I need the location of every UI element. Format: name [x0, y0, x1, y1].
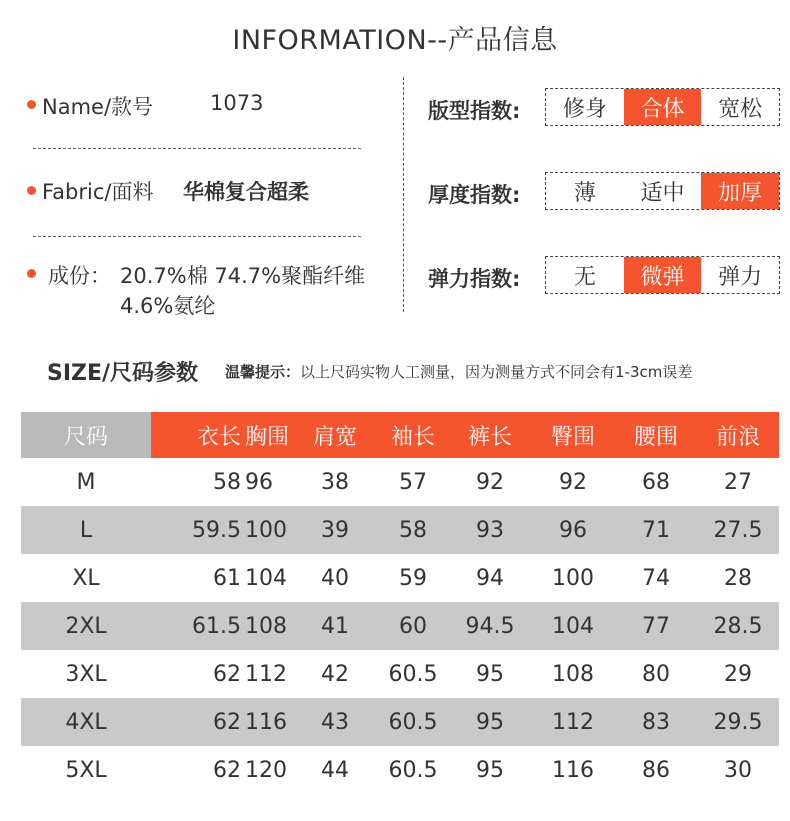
stretch-option-slight: 微弹 — [624, 257, 702, 293]
vertical-divider — [403, 77, 404, 312]
bullet-dot-icon — [27, 100, 36, 109]
measurement-cell: 44 — [321, 757, 349, 783]
measurement-cell: 60.5 — [388, 661, 438, 687]
measurement-cell: 95 — [476, 757, 504, 783]
measurement-cell: 27 — [724, 469, 752, 495]
measurement-cell: 68 — [642, 469, 670, 495]
measurement-cell: 77 — [615, 602, 697, 650]
measurement-cell: 100 — [245, 506, 293, 554]
composition-line2: 4.6%氨纶 — [120, 294, 216, 318]
measurement-cell: 28.5 — [697, 602, 779, 650]
measurement-cell: 62 — [213, 661, 241, 687]
measurement-cell: 100 — [552, 565, 594, 591]
size-cell: 2XL — [21, 602, 151, 650]
table-header-cell: 肩宽 — [293, 412, 377, 458]
divider — [33, 148, 361, 149]
composition-line1: 20.7%棉 74.7%聚酯纤维 — [120, 264, 366, 288]
size-cell: 4XL — [21, 698, 151, 746]
page-title: INFORMATION--产品信息 — [232, 25, 558, 56]
table-header-cell: 尺码 — [21, 412, 151, 458]
size-cell: 5XL — [65, 757, 107, 783]
measurement-cell: 60.5 — [377, 698, 449, 746]
measurement-cell: 57 — [399, 469, 427, 495]
measurement-cell: 94 — [476, 565, 504, 591]
fit-index-label: 版型指数: — [428, 99, 521, 123]
fit-option-regular: 合体 — [624, 89, 702, 125]
measurement-cell: 42 — [321, 661, 349, 687]
size-cell: XL — [72, 565, 100, 591]
measurement-cell: 59 — [399, 565, 427, 591]
table-row — [21, 602, 779, 650]
measurement-cell: 62 — [213, 757, 241, 783]
table-row — [21, 506, 779, 554]
thickness-index-scale — [545, 172, 780, 210]
composition-label: 成份： — [48, 264, 111, 288]
measurement-cell: 62 — [151, 698, 245, 746]
thickness-option-medium: 适中 — [640, 180, 685, 206]
measurement-cell: 29.5 — [697, 698, 779, 746]
table-header-cell: 腰围 — [615, 412, 697, 458]
size-cell: L — [21, 506, 151, 554]
table-row — [21, 746, 779, 794]
stretch-index-label: 弹力指数: — [428, 267, 521, 291]
thickness-index-label: 厚度指数: — [428, 183, 521, 207]
thickness-option-thin: 薄 — [573, 180, 596, 206]
measurement-cell: 71 — [615, 506, 697, 554]
stretch-option-none: 无 — [573, 264, 596, 290]
size-section-title: SIZE/尺码参数 — [47, 361, 199, 386]
size-table — [21, 412, 779, 794]
measurement-cell: 38 — [321, 469, 349, 495]
size-cell: M — [76, 469, 96, 495]
fit-option-loose: 宽松 — [718, 96, 763, 122]
measurement-cell: 80 — [642, 661, 670, 687]
measurement-cell: 83 — [615, 698, 697, 746]
measurement-cell: 112 — [245, 661, 287, 687]
measurement-cell: 112 — [531, 698, 615, 746]
table-header-cell: 袖长 — [377, 412, 449, 458]
measurement-cell: 74 — [642, 565, 670, 591]
table-header-cell: 臀围 — [531, 412, 615, 458]
fit-option-slim: 修身 — [562, 96, 607, 122]
size-cell: 3XL — [65, 661, 107, 687]
measurement-cell: 93 — [449, 506, 531, 554]
table-row — [21, 650, 779, 698]
stretch-option-stretch: 弹力 — [718, 264, 763, 290]
fabric-label: Fabric/面料 — [42, 180, 154, 204]
measurement-cell: 58 — [377, 506, 449, 554]
table-row — [21, 554, 779, 602]
measurement-cell: 58 — [213, 469, 241, 495]
table-header-cell: 裤长 — [449, 412, 531, 458]
fabric-value: 华棉复合超柔 — [183, 180, 309, 204]
table-header-cell: 胸围 — [245, 412, 293, 458]
table-header-cell: 衣长 — [151, 412, 245, 458]
measurement-cell: 59.5 — [151, 506, 245, 554]
measurement-cell: 40 — [321, 565, 349, 591]
measurement-cell: 60.5 — [388, 757, 438, 783]
measurement-cell: 96 — [531, 506, 615, 554]
measurement-cell: 28 — [724, 565, 752, 591]
bullet-dot-icon — [27, 269, 36, 278]
thickness-option-thick: 加厚 — [701, 173, 779, 209]
measurement-tip: 温馨提示：以上尺码实物人工测量，因为测量方式不同会有1-3cm误差 — [225, 363, 693, 381]
measurement-cell: 92 — [476, 469, 504, 495]
measurement-cell: 43 — [293, 698, 377, 746]
table-row — [21, 458, 779, 506]
measurement-cell: 95 — [449, 698, 531, 746]
divider — [33, 236, 361, 237]
measurement-cell: 116 — [245, 698, 293, 746]
bullet-dot-icon — [27, 186, 36, 195]
measurement-cell: 41 — [293, 602, 377, 650]
measurement-cell: 95 — [476, 661, 504, 687]
measurement-cell: 116 — [552, 757, 594, 783]
measurement-cell: 120 — [245, 757, 287, 783]
measurement-cell: 39 — [293, 506, 377, 554]
measurement-cell: 104 — [245, 565, 287, 591]
table-header-row — [21, 412, 779, 458]
stretch-index-scale — [545, 256, 780, 294]
measurement-cell: 30 — [724, 757, 752, 783]
measurement-cell: 27.5 — [697, 506, 779, 554]
table-row — [21, 698, 779, 746]
name-label: Name/款号 — [42, 95, 154, 119]
table-header-cell: 前浪 — [697, 412, 779, 458]
measurement-cell: 104 — [531, 602, 615, 650]
measurement-cell: 94.5 — [449, 602, 531, 650]
measurement-cell: 29 — [724, 661, 752, 687]
measurement-cell: 108 — [245, 602, 293, 650]
measurement-cell: 108 — [552, 661, 594, 687]
measurement-cell: 61.5 — [151, 602, 245, 650]
measurement-cell: 86 — [642, 757, 670, 783]
measurement-cell: 92 — [559, 469, 587, 495]
name-value: 1073 — [210, 91, 264, 115]
measurement-cell: 96 — [245, 469, 273, 495]
fit-index-scale — [545, 88, 780, 126]
measurement-cell: 61 — [213, 565, 241, 591]
measurement-cell: 60 — [377, 602, 449, 650]
